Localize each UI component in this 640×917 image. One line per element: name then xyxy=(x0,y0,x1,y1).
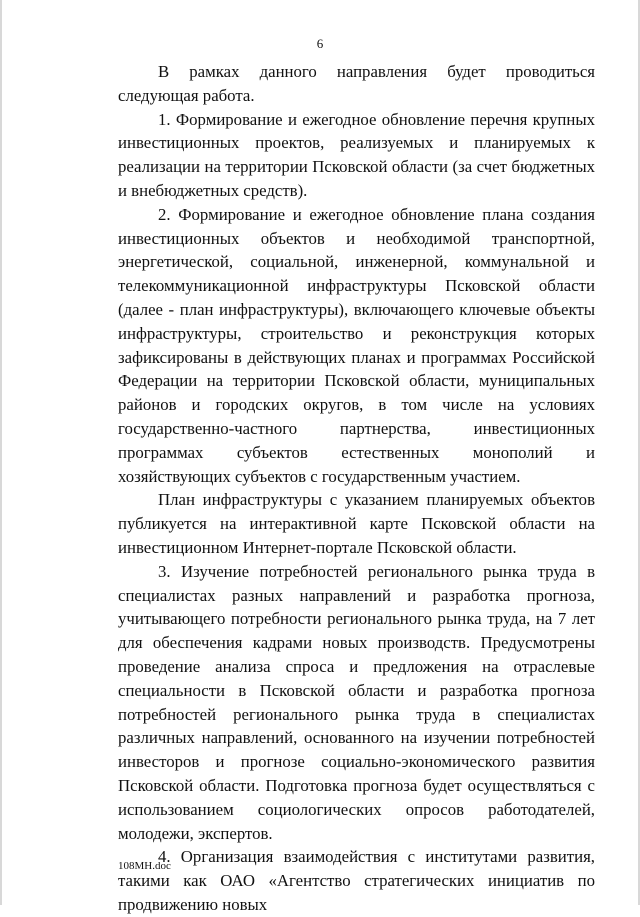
page-number: 6 xyxy=(316,36,324,51)
paragraph-item-1: 1. Формирование и ежегодное обновление перечня крупных инвестиционных проектов, реализуемых и планируемых к реализации на территории Псковской области (за счет бюджетных и внебюджетных средств). xyxy=(118,109,595,200)
paragraph-infrastructure-plan: План инфраструктуры с указанием планируемых объектов публикуется на интерактивной карте Псковской области на инвестиционном Интернет-портале Псковской области. xyxy=(118,490,595,557)
paragraph-intro: В рамках данного направления будет проводиться следующая работа. xyxy=(118,62,595,105)
paragraph-item-2: 2. Формирование и ежегодное обновление плана создания инвестиционных объектов и необходимой транспортной, энергетической, социальной, инженерной, коммунальной и телекоммуникационной инфраструктуры Псковской области (далее - план инфраструктуры), включающего ключевые объекты инфраструктуры, строительство и реконструкция которых зафиксированы в действующих планах и программах Российской Федерации на территории Псковской области, муниципальных районов и городских округов, в том числе на условиях государственно-частного партнерства, инвестиционных программах субъектов естественных монополий и хозяйствующих субъектов с государственным участием. xyxy=(118,204,595,486)
scan-edge-left xyxy=(0,0,2,905)
paragraph-item-4: 4. Организация взаимодействия с институтами развития, такими как ОАО «Агентство стратегических инициатив по продвижению новых xyxy=(118,847,595,914)
document-body xyxy=(118,60,595,917)
footer-filename: 108МН.doc xyxy=(118,860,171,872)
paragraph-item-3: 3. Изучение потребностей регионального рынка труда в специалистах разных направлений и разработка прогноза, учитывающего потребности регионального рынка труда, на 7 лет для обеспечения кадрами новых производств. Предусмотрены проведение анализа спроса и предложения на отраслевые специальности в Псковской области и разработка прогноза потребностей регионального рынка труда в специалистах различных направлений, основанного на изучении потребностей инвесторов и прогнозе социально-экономического развития Псковской области. Подготовка прогноза будет осуществляться с использованием социологических опросов работодателей, молодежи, экспертов. xyxy=(118,561,595,843)
